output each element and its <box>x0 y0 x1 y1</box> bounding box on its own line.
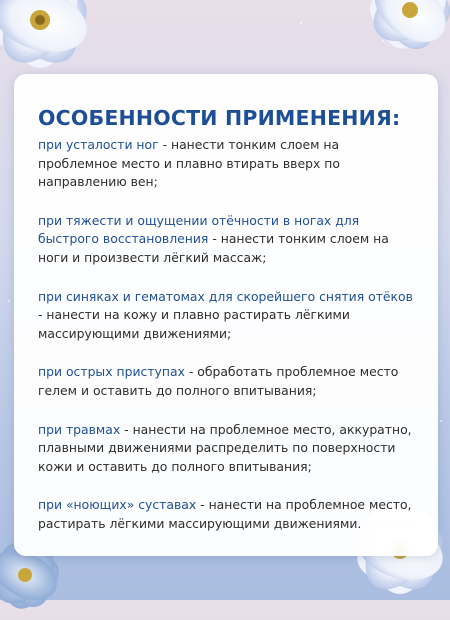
usage-condition: при усталости ног <box>38 137 159 152</box>
usage-item <box>38 421 418 477</box>
usage-instruction: - обработать проблемное место гелем и оставить до полного впитывания; <box>38 364 399 398</box>
usage-item <box>38 496 418 533</box>
usage-condition: при травмах <box>38 421 121 437</box>
usage-condition: при острых приступах <box>38 364 185 380</box>
usage-condition: при тяжести и ощущении отёчности в ногах для быстрого восстановления <box>38 212 360 247</box>
usage-item <box>38 136 418 192</box>
flower-top-right-icon <box>350 0 450 70</box>
page-title: ОСОБЕННОСТИ ПРИМЕНЕНИЯ: <box>38 106 401 130</box>
usage-instruction: - нанести тонким слоем на ноги и произвести лёгкий массаж; <box>38 231 389 265</box>
usage-instruction: - нанести на проблемное место, аккуратно, плавными движениями распределить по поверхности кожи и оставить до полного впитывания; <box>38 421 412 474</box>
usage-instruction: - нанести тонким слоем на проблемное место и плавно втирать вверх по направлению вен; <box>38 137 340 190</box>
sparkle <box>8 300 10 302</box>
usage-instruction: - нанести на кожу и плавно растирать лёгкими массирующими движениями; <box>38 307 350 341</box>
instructions-content <box>38 106 418 554</box>
sparkle <box>300 22 302 24</box>
usage-condition: при синяках и гематомах для скорейшего снятия отёков <box>38 288 413 304</box>
usage-item <box>38 212 418 268</box>
usage-instruction: - нанести на проблемное место, растирать лёгкими массирующими движениями. <box>38 497 412 531</box>
sparkle <box>440 420 442 422</box>
usage-condition: при «ноющих» суставах <box>38 497 197 513</box>
usage-item <box>38 288 418 344</box>
usage-item <box>38 363 418 400</box>
